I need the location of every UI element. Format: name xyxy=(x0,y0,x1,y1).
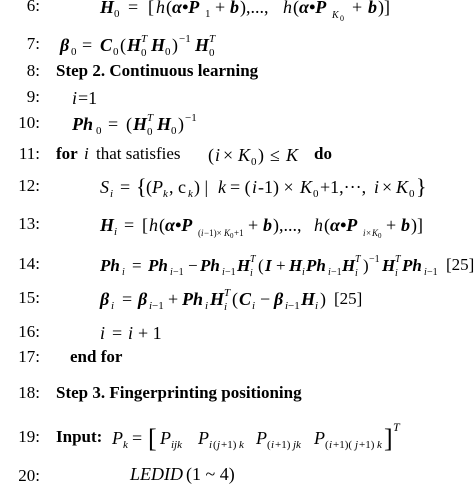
svg-text:×: × xyxy=(382,177,393,197)
svg-text:α•P: α•P xyxy=(330,215,358,235)
keyword-end-for: end for xyxy=(70,347,123,366)
svg-text:−1: −1 xyxy=(173,267,184,278)
line-number: 8: xyxy=(26,61,40,80)
svg-text:(: ( xyxy=(159,215,165,235)
svg-text:i: i xyxy=(285,300,289,312)
algorithm-line xyxy=(0,379,474,409)
svg-text:H: H xyxy=(342,256,356,275)
line-number: 17: xyxy=(18,347,40,366)
svg-text:i: i xyxy=(209,439,213,451)
svg-text:(: ( xyxy=(213,439,217,451)
svg-text:0: 0 xyxy=(313,188,319,200)
svg-text:Ph: Ph xyxy=(306,256,326,275)
svg-text:b: b xyxy=(368,0,377,17)
svg-text:0: 0 xyxy=(340,14,344,23)
svg-text:jk: jk xyxy=(293,439,301,451)
svg-text:0: 0 xyxy=(409,188,415,200)
svg-text:P: P xyxy=(314,428,325,448)
svg-text:K: K xyxy=(300,177,313,197)
svg-text:i: i xyxy=(363,228,366,238)
svg-text:T: T xyxy=(393,420,400,434)
svg-text:Ph: Ph xyxy=(148,256,168,275)
formula-subset xyxy=(52,172,470,202)
svg-text:i: i xyxy=(315,300,319,312)
svg-text:[: [ xyxy=(148,0,154,17)
svg-text:i: i xyxy=(149,300,153,312)
line-number: 7: xyxy=(26,34,40,53)
formula-ledid xyxy=(52,462,470,492)
svg-text:+: + xyxy=(386,215,397,235)
svg-text:i: i xyxy=(222,267,225,278)
svg-text:×: × xyxy=(366,228,372,238)
svg-text:): ) xyxy=(258,145,264,165)
svg-text:(: ( xyxy=(208,145,214,165)
formula-graphic xyxy=(52,210,472,240)
algorithm-line xyxy=(0,250,474,280)
svg-text:T: T xyxy=(147,112,154,124)
svg-text:j: j xyxy=(355,439,359,451)
svg-text:=: = xyxy=(122,289,133,309)
svg-text:Ph: Ph xyxy=(72,114,94,134)
svg-text:H: H xyxy=(301,289,316,309)
svg-text:{: { xyxy=(136,174,147,199)
step-heading: Step 2. Continuous learning xyxy=(56,61,259,80)
svg-text:Ph: Ph xyxy=(402,256,422,275)
line-number: 10: xyxy=(18,113,40,132)
svg-text:+1,···,: +1,···, xyxy=(320,177,367,197)
svg-text:Ph: Ph xyxy=(200,256,220,275)
formula-ph-update xyxy=(52,250,474,280)
svg-text:i: i xyxy=(329,439,333,451)
svg-text:−: − xyxy=(260,289,271,309)
svg-text:Ph: Ph xyxy=(100,256,120,275)
svg-text:H: H xyxy=(382,256,396,275)
svg-text:β: β xyxy=(100,289,110,309)
svg-text:C: C xyxy=(100,35,113,55)
formula-loop-condition xyxy=(52,140,472,170)
algorithm-line xyxy=(0,30,474,60)
svg-text:−1: −1 xyxy=(331,267,342,278)
svg-text:α•P: α•P xyxy=(165,215,193,235)
svg-text:+1): +1) xyxy=(275,439,291,451)
svg-text:(: ( xyxy=(166,0,172,17)
keyword-for: for xyxy=(56,144,78,163)
step-heading: Step 3. Fingerprinting positioning xyxy=(56,383,302,402)
line-number: 11: xyxy=(18,144,40,163)
svg-text:−1: −1 xyxy=(225,267,236,278)
svg-text:[: [ xyxy=(148,424,157,453)
svg-text:0: 0 xyxy=(113,46,119,58)
line-number: 9: xyxy=(26,87,40,106)
algorithm-line xyxy=(0,172,474,202)
algorithm-line xyxy=(0,109,474,139)
svg-text:0: 0 xyxy=(114,8,120,20)
formula-graphic xyxy=(52,284,472,314)
svg-text:i: i xyxy=(252,300,256,312)
svg-text:+: + xyxy=(248,215,259,235)
svg-text:j: j xyxy=(217,439,221,451)
svg-text:T: T xyxy=(250,254,256,265)
svg-text:) |: ) | xyxy=(194,177,209,197)
svg-text:h: h xyxy=(314,215,323,235)
svg-text:β: β xyxy=(274,289,284,309)
svg-text:= (: = ( xyxy=(230,177,251,197)
svg-text:−1: −1 xyxy=(185,112,197,124)
svg-text:−1: −1 xyxy=(369,254,380,265)
loop-condition-text: that satisfies xyxy=(96,144,181,163)
svg-text:=: = xyxy=(120,177,131,197)
svg-text:α•P: α•P xyxy=(172,0,200,17)
svg-text:K: K xyxy=(238,145,251,165)
svg-text:+: + xyxy=(352,0,363,17)
svg-text:K: K xyxy=(286,145,299,165)
svg-text:(: ( xyxy=(126,114,132,134)
svg-text:K: K xyxy=(372,228,379,238)
svg-text:Ph: Ph xyxy=(182,289,204,309)
formula-graphic xyxy=(52,250,472,280)
svg-text:(: ( xyxy=(120,35,126,55)
svg-text:i: i xyxy=(252,177,258,197)
svg-text:i: i xyxy=(224,301,228,313)
svg-text:0: 0 xyxy=(71,46,77,58)
svg-text:K: K xyxy=(332,10,339,21)
svg-text:−1)×: −1)× xyxy=(204,228,222,238)
svg-text:): ) xyxy=(320,289,326,309)
formula-hidden-matrix-init xyxy=(52,0,470,22)
svg-text:0: 0 xyxy=(165,46,171,58)
svg-text:i: i xyxy=(114,226,118,238)
svg-text:b: b xyxy=(263,215,272,235)
svg-text:=1: =1 xyxy=(78,88,98,108)
svg-text:−1: −1 xyxy=(288,300,300,312)
svg-text:-1) ×: -1) × xyxy=(258,177,294,197)
formula-graphic xyxy=(52,30,472,60)
line-number: 19: xyxy=(18,427,40,446)
svg-text:0: 0 xyxy=(96,125,102,137)
svg-text:i: i xyxy=(355,268,358,279)
svg-text:h: h xyxy=(156,0,165,17)
svg-text:−1: −1 xyxy=(427,267,438,278)
svg-text:β: β xyxy=(138,289,148,309)
svg-text:): ) xyxy=(178,114,184,134)
svg-text:h: h xyxy=(149,215,158,235)
svg-text:1: 1 xyxy=(205,8,211,20)
svg-text:=: = xyxy=(124,215,135,235)
svg-text:0: 0 xyxy=(171,125,177,137)
svg-text:0: 0 xyxy=(209,47,215,59)
svg-text:≤: ≤ xyxy=(270,145,280,165)
svg-text:h: h xyxy=(283,0,292,17)
svg-text:i: i xyxy=(215,145,221,165)
svg-text:=: = xyxy=(82,35,93,55)
formula-graphic xyxy=(52,0,472,22)
svg-text:=: = xyxy=(132,256,142,275)
formula-input-vector xyxy=(52,420,472,453)
svg-text:(: ( xyxy=(232,289,238,309)
svg-text:+: + xyxy=(276,256,286,275)
svg-text:H: H xyxy=(100,215,115,235)
svg-text:]: ] xyxy=(384,424,393,453)
svg-text:I: I xyxy=(265,256,272,275)
svg-text:i: i xyxy=(328,267,331,278)
svg-text:P: P xyxy=(198,428,209,448)
svg-text:): ) xyxy=(172,35,178,55)
svg-text:H: H xyxy=(127,35,142,55)
svg-text:H: H xyxy=(133,114,148,134)
svg-text:i: i xyxy=(72,88,78,108)
svg-text:0: 0 xyxy=(230,232,234,240)
svg-text:+: + xyxy=(168,289,179,309)
svg-text:+: + xyxy=(215,0,226,17)
svg-text:i: i xyxy=(122,267,125,278)
svg-text:),...,: ),..., xyxy=(240,0,269,17)
algorithm-line xyxy=(0,420,474,453)
svg-text:(: ( xyxy=(198,228,201,238)
svg-text:T: T xyxy=(355,254,361,265)
svg-text:k: k xyxy=(239,439,244,451)
svg-text:, c: , c xyxy=(169,177,186,197)
line-number: 14: xyxy=(18,254,40,273)
svg-text:(1 ~ 4): (1 ~ 4) xyxy=(186,464,235,484)
svg-text:0: 0 xyxy=(141,47,147,59)
svg-text:0: 0 xyxy=(378,232,382,240)
citation-ref: [25] xyxy=(334,289,363,308)
line-number: 16: xyxy=(18,322,40,341)
svg-text:(: ( xyxy=(293,0,299,17)
svg-text:P: P xyxy=(112,428,123,448)
svg-text:[: [ xyxy=(142,215,148,235)
svg-text:k: k xyxy=(218,177,226,197)
svg-text:+ 1: + 1 xyxy=(138,323,162,343)
svg-text:(: ( xyxy=(324,215,330,235)
algorithm-line xyxy=(0,140,474,170)
formula-graphic xyxy=(52,462,472,492)
formula-graphic xyxy=(52,172,472,202)
svg-text:S: S xyxy=(100,177,109,197)
svg-text:i: i xyxy=(395,268,398,279)
algorithm-line xyxy=(0,0,474,22)
svg-text:i: i xyxy=(111,300,115,312)
svg-text:=: = xyxy=(132,428,143,448)
line-number: 6: xyxy=(26,0,40,15)
svg-text:T: T xyxy=(224,287,231,299)
svg-text:b: b xyxy=(230,0,239,17)
svg-text:T: T xyxy=(209,33,216,45)
svg-text:0: 0 xyxy=(147,126,153,138)
svg-text:i: i xyxy=(374,177,380,197)
svg-text:+1): +1) xyxy=(221,439,237,451)
svg-text:C: C xyxy=(239,289,252,309)
svg-text:b: b xyxy=(401,215,410,235)
svg-text:i: i xyxy=(302,267,305,278)
svg-text:k: k xyxy=(123,439,128,451)
svg-text:): ) xyxy=(363,256,369,275)
formula-hidden-matrix-chunk xyxy=(52,210,470,240)
svg-text:),...,: ),..., xyxy=(273,215,302,235)
svg-text:i: i xyxy=(100,323,106,343)
input-label: Input: xyxy=(56,427,103,446)
svg-text:i: i xyxy=(424,267,427,278)
line-number: 12: xyxy=(18,176,40,195)
svg-text:β: β xyxy=(60,35,70,55)
svg-text:k: k xyxy=(163,188,168,200)
algorithm-line xyxy=(0,284,474,314)
svg-text:P: P xyxy=(152,177,163,197)
svg-text:i: i xyxy=(110,188,114,200)
svg-text:+1: +1 xyxy=(234,228,244,238)
algorithm-line xyxy=(0,343,474,373)
svg-text:P: P xyxy=(256,428,267,448)
svg-text:K: K xyxy=(224,228,231,238)
svg-text:k: k xyxy=(188,188,193,200)
svg-text:i: i xyxy=(271,439,275,451)
svg-text:H: H xyxy=(157,114,172,134)
formula-output-weights-init xyxy=(52,30,470,60)
formula-beta-update xyxy=(52,284,470,314)
line-number: 13: xyxy=(18,214,40,233)
svg-text:T: T xyxy=(395,254,401,265)
line-number: 20: xyxy=(18,466,40,485)
keyword-do: do xyxy=(314,144,332,163)
svg-text:P: P xyxy=(160,428,171,448)
line-number: 15: xyxy=(18,288,40,307)
svg-text:H: H xyxy=(151,35,166,55)
citation-ref: [25] xyxy=(446,255,474,274)
svg-text:)]: )] xyxy=(411,215,423,235)
svg-text:×: × xyxy=(223,145,234,165)
svg-text:−1: −1 xyxy=(152,300,164,312)
svg-text:H: H xyxy=(237,256,251,275)
svg-text:=: = xyxy=(112,323,123,343)
svg-text:H: H xyxy=(195,35,210,55)
svg-text:0: 0 xyxy=(251,156,257,168)
svg-text:i: i xyxy=(250,268,253,279)
svg-text:H: H xyxy=(210,289,225,309)
svg-text:+1)(: +1)( xyxy=(333,439,353,451)
svg-text:(: ( xyxy=(258,256,264,275)
svg-text:=: = xyxy=(108,114,119,134)
line-number: 18: xyxy=(18,383,40,402)
loop-variable: i xyxy=(84,144,89,163)
svg-text:ijk: ijk xyxy=(171,439,182,451)
formula-ph-init xyxy=(52,109,470,139)
svg-text:(: ( xyxy=(146,177,152,197)
svg-text:α•P: α•P xyxy=(299,0,327,17)
svg-text:i: i xyxy=(201,228,204,238)
svg-text:H: H xyxy=(100,0,115,17)
svg-text:LEDID: LEDID xyxy=(130,464,183,484)
svg-text:k: k xyxy=(377,439,382,451)
svg-text:−: − xyxy=(188,256,198,275)
svg-text:i: i xyxy=(170,267,173,278)
svg-text:K: K xyxy=(396,177,409,197)
svg-text:+1): +1) xyxy=(359,439,375,451)
svg-text:T: T xyxy=(141,33,148,45)
svg-text:=: = xyxy=(128,0,139,17)
svg-text:}: } xyxy=(416,174,427,199)
svg-text:i: i xyxy=(205,300,209,312)
algorithm-line xyxy=(0,462,474,492)
svg-text:(: ( xyxy=(325,439,329,451)
formula-graphic xyxy=(52,109,472,139)
svg-text:−1: −1 xyxy=(179,33,191,45)
svg-text:(: ( xyxy=(267,439,271,451)
algorithm-line xyxy=(0,210,474,240)
svg-text:H: H xyxy=(289,256,303,275)
svg-text:)]: )] xyxy=(378,0,390,17)
svg-text:i: i xyxy=(128,323,134,343)
